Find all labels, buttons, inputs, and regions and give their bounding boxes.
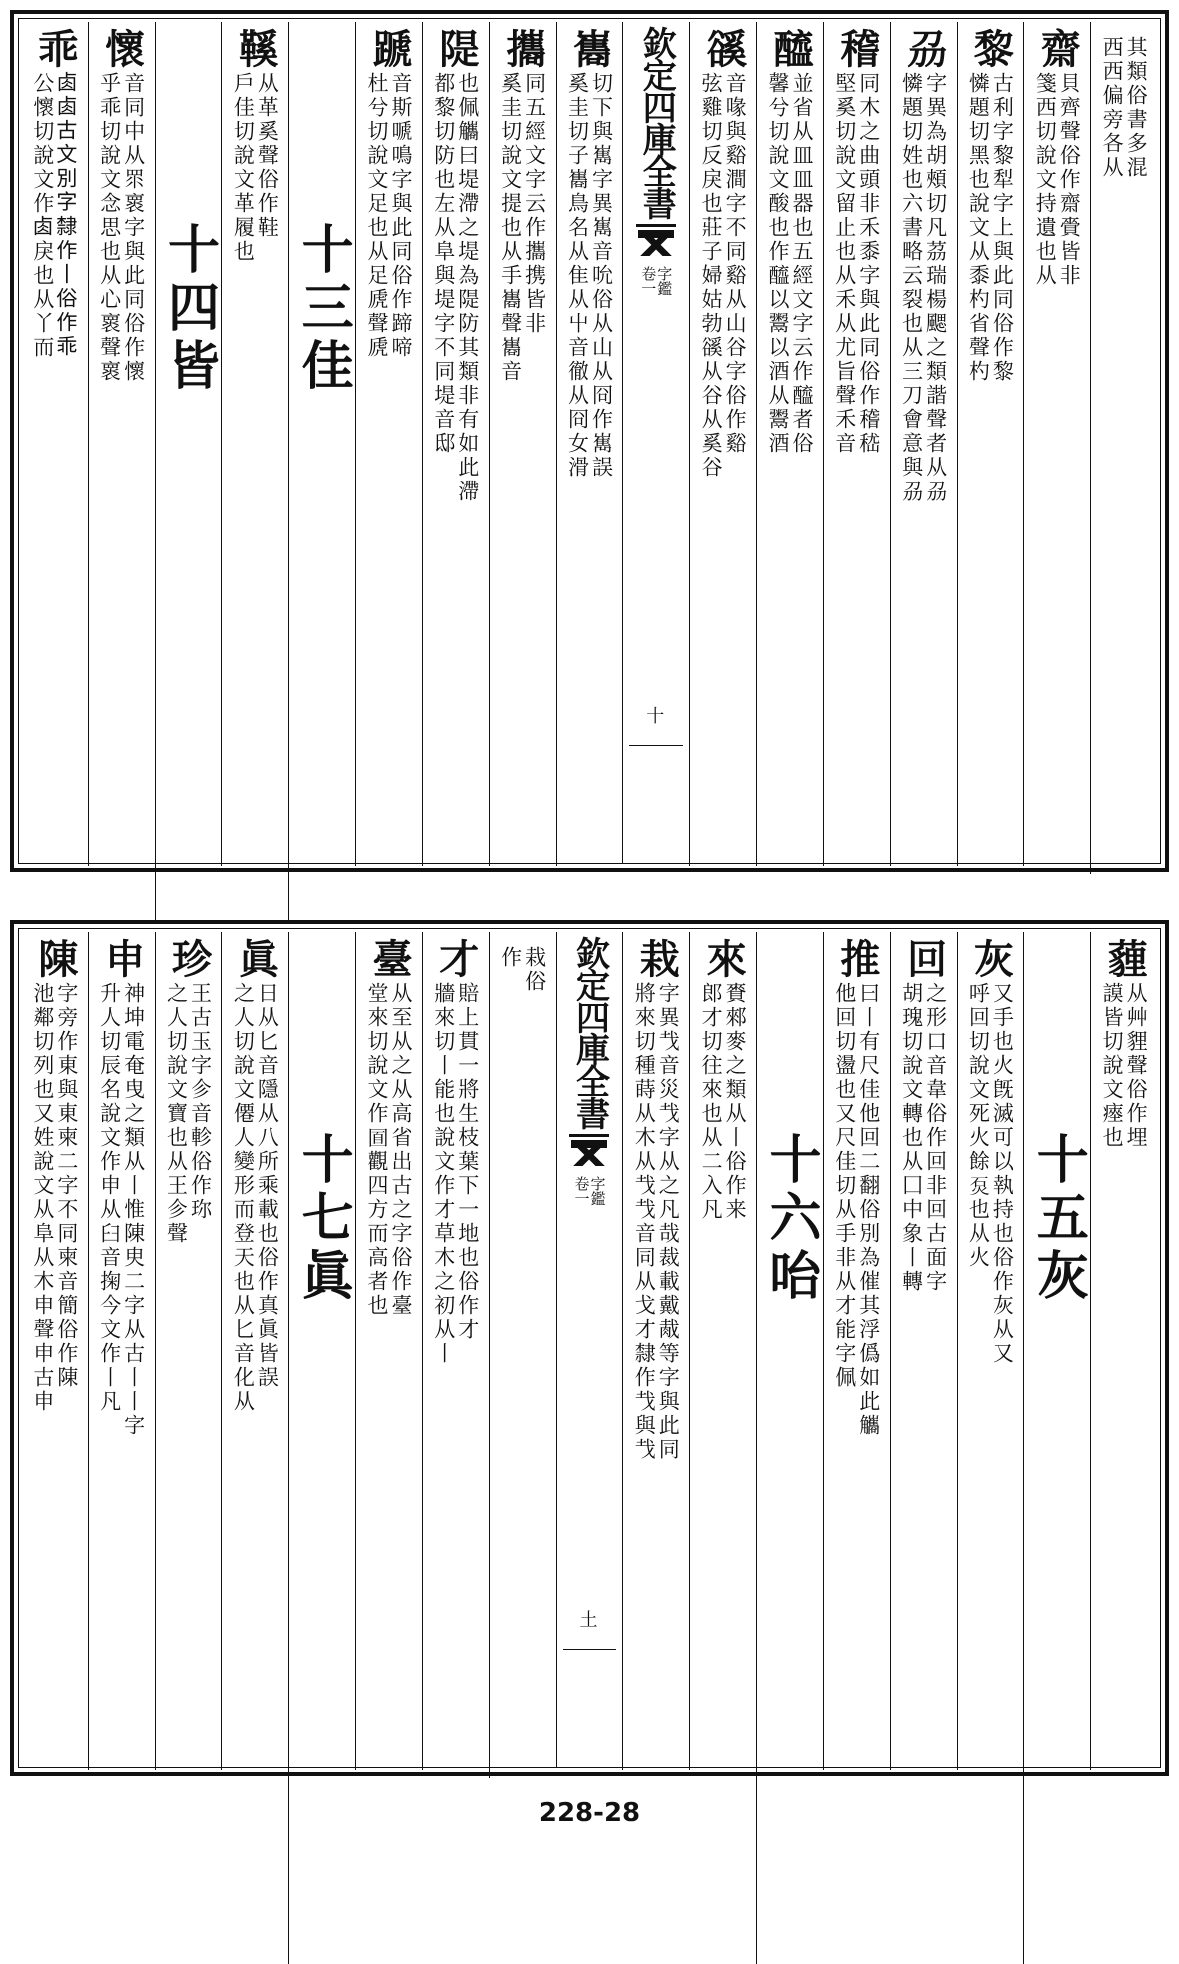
annotation-line: 憐題切姓也六書略云裂也从三刀會意與刕 <box>899 72 924 504</box>
annotation-line: 作 <box>498 946 523 970</box>
annotation-line: 郎才切往來也从二入凡 <box>699 982 724 1222</box>
entry-headword: 珍 <box>165 938 213 978</box>
text-column <box>689 932 756 1770</box>
entry-headword: 薶 <box>1101 938 1149 978</box>
annotation-line: 升人切辰名說文作申从臼音掬今文作丨凡 <box>97 982 122 1414</box>
annotation-line: 从革奚聲俗作鞋 <box>255 72 280 240</box>
entry-headword: 懷 <box>98 28 146 68</box>
annotation-line: 曰丨有尺佳他回二翻俗別為催其浮僞如此觿 <box>856 982 881 1438</box>
annotation-line: 之人切說文僊人變形而登天也从匕音化从 <box>231 982 256 1414</box>
entry-headword: 刕 <box>900 28 948 68</box>
section-label-part: 卷一 <box>639 266 658 296</box>
annotation <box>232 982 278 1414</box>
annotation-line: 同木之曲頭非禾黍字與此同俗作稽嵇 <box>856 72 881 456</box>
fishtail-ornament-icon <box>567 1134 611 1168</box>
text-column <box>957 22 1024 866</box>
section-label-part: 字鑑 <box>588 1176 607 1206</box>
annotation-line: 呼回切說文死火餘𤇈也从火 <box>966 982 991 1270</box>
annotation-line: 弦雞切反戾也莊子婦姑勃豀从谷从奚谷 <box>699 72 724 480</box>
text-column <box>823 932 890 1770</box>
annotation-line: 馨兮切說文酸也作醯以鬻以酒从鬻酒 <box>765 72 790 456</box>
text-column <box>1023 22 1090 866</box>
annotation-line: 音喙與谿澗字不同谿从山谷字俗作谿 <box>723 72 748 456</box>
band-divider <box>629 745 683 747</box>
annotation-line: 賠上貫一將生枝葉下一地也俗作才 <box>455 982 480 1342</box>
rhyme-heading: 十三佳 <box>292 222 354 396</box>
text-column <box>155 932 222 1770</box>
annotation-line: 字異為胡頰切凡茘瑞楊颸之類諧聲者从刕 <box>923 72 948 504</box>
annotation-line: 並省从皿皿器也五經文字云作醯者俗 <box>789 72 814 456</box>
fishtail-ornament-icon <box>634 224 678 258</box>
rhyme-heading: 十五灰 <box>1027 1132 1089 1306</box>
rhyme-heading: 十六咍 <box>759 1132 821 1306</box>
annotation <box>700 982 746 1222</box>
text-column <box>88 932 155 1770</box>
entry-headword: 蹏 <box>365 28 413 68</box>
text-column <box>689 22 756 866</box>
text-column <box>88 22 155 866</box>
annotation-line: 之人切說文寶也从王㐱聲 <box>164 982 189 1246</box>
annotation-line: 胡瑰切說文轉也从囗中象丨轉 <box>899 982 924 1294</box>
text-column <box>221 22 288 866</box>
entry-headword: 攜 <box>499 28 547 68</box>
folio-number: 土 <box>576 1610 598 1628</box>
annotation-line: 他回切盪也又尺佳切从手非从才能字佩 <box>832 982 857 1390</box>
annotation <box>967 72 1013 384</box>
entry-headword: 眞 <box>232 938 280 978</box>
text-column <box>1090 22 1157 874</box>
entry-headword: 回 <box>900 938 948 978</box>
annotation <box>1034 72 1080 288</box>
annotation-line: 將來切種蒔从木从𢦏𢦏音同从戈才隸作𢦏與𢦏 <box>632 982 657 1462</box>
annotation <box>700 72 746 480</box>
entry-headword: 隄 <box>432 28 480 68</box>
text-column <box>890 932 957 1770</box>
page-number: 228-28 <box>538 1798 641 1828</box>
entry-headword: 齋 <box>1034 28 1082 68</box>
annotation-line: 字異𢦏音災𢦏字从之凡哉裁載戴胾等字與此同 <box>656 982 681 1462</box>
entry-headword: 醯 <box>766 28 814 68</box>
annotation-line: 之形口音韋俗作回非回古面字 <box>923 982 948 1294</box>
annotation <box>165 982 211 1246</box>
annotation-line: 池鄰切列也又姓說文从阜从木申聲申古申 <box>30 982 55 1414</box>
annotation-line: 堂來切說文作𡇢觀四方而高者也 <box>364 982 389 1318</box>
rhyme-heading-column <box>288 22 355 1060</box>
annotation-line: 乎乖切說文念思也从心褱聲褱 <box>97 72 122 384</box>
annotation <box>901 72 947 504</box>
entry-headword: 豀 <box>700 28 748 68</box>
annotation-line: 从至从之从高省出古之字俗作臺 <box>388 982 413 1318</box>
annotation-line: 西西偏旁各从 <box>1100 36 1125 180</box>
book-title: 欽定四庫全書 <box>636 26 677 218</box>
text-column <box>355 22 422 866</box>
entry-headword: 推 <box>833 938 881 978</box>
annotation <box>366 72 412 360</box>
annotation <box>767 72 813 456</box>
annotation-line: 戶佳切說文革履也 <box>231 72 256 264</box>
annotation-line: 箋西切說文持遺也从 <box>1033 72 1058 288</box>
annotation-line: 神坤電奄曳之類从丨惟陳㬰二字从古丨丨字 <box>121 982 146 1438</box>
entry-headword: 來 <box>700 938 748 978</box>
annotation-line: 貝齊聲俗作齋賫皆非 <box>1057 72 1082 288</box>
annotation-line: 奚圭切說文提也从手巂聲巂音 <box>498 72 523 384</box>
rhyme-heading-column <box>155 22 222 1060</box>
annotation-line: 𠧪𠧪古文別字隸作丨俗作乖 <box>54 72 79 360</box>
annotation-line: 从艸貍聲俗作埋 <box>1124 982 1149 1150</box>
text-column <box>422 932 489 1770</box>
entry-headword: 陳 <box>31 938 79 978</box>
book-title: 欽定四庫全書 <box>569 936 610 1128</box>
annotation-line: 栽俗 <box>522 946 547 994</box>
band-divider <box>563 1649 617 1651</box>
annotation-line: 音同中从眔褱字與此同俗作懷 <box>121 72 146 384</box>
annotation-line: 公懷切說文作𠧪戾也从丫而 <box>30 72 55 360</box>
entry-headword: 栽 <box>633 938 681 978</box>
annotation-line: 古利字黎犁字上與此同俗作黎 <box>990 72 1015 384</box>
text-column <box>1090 932 1157 1770</box>
annotation-line: 賚郲麥之類从丨俗作来 <box>723 982 748 1222</box>
entry-headword: 乖 <box>31 28 79 68</box>
annotation <box>500 72 546 384</box>
text-column <box>221 932 288 1770</box>
annotation-line: 都黎切防也左从阜與堤字不同堤音邸 <box>431 72 456 456</box>
book-title-band <box>622 22 689 864</box>
section-label <box>640 266 672 296</box>
annotation <box>1101 982 1147 1150</box>
annotation <box>232 72 278 264</box>
annotation <box>967 982 1013 1366</box>
annotation-line: 憐題切黑也說文从黍杓省聲杓 <box>966 72 991 384</box>
text-column <box>489 932 556 1778</box>
annotation <box>433 982 479 1366</box>
annotation <box>366 982 412 1318</box>
annotation-line: 奚圭切子巂鳥名从隹从屮音徹从冏女滑 <box>565 72 590 480</box>
text-column <box>756 22 823 866</box>
section-label <box>573 1176 605 1206</box>
annotation-line: 謨皆切說文瘞也 <box>1100 982 1125 1150</box>
annotation-line: 字旁作東與東柬二字不同柬音簡俗作陳 <box>54 982 79 1390</box>
text-column <box>957 932 1024 1770</box>
text-column <box>890 22 957 866</box>
top-page-frame <box>10 10 1169 872</box>
annotation <box>32 72 78 360</box>
entry-headword: 申 <box>98 938 146 978</box>
entry-headword: 黎 <box>967 28 1015 68</box>
annotation <box>99 72 145 384</box>
rhyme-heading: 十四皆 <box>158 222 220 396</box>
text-column <box>22 932 88 1770</box>
bottom-page-frame <box>10 920 1169 1776</box>
annotation <box>99 982 145 1438</box>
annotation-line: 音斯嗁鳴字與此同俗作蹄啼 <box>388 72 413 360</box>
annotation <box>433 72 479 504</box>
annotation-line: 其類俗書多混 <box>1124 36 1149 180</box>
top-columns <box>22 22 1157 860</box>
annotation-line: 切下與嶲字異嶲音吮俗从山从冏作嶲誤 <box>589 72 614 480</box>
annotation-line: 杜兮切說文足也从足虒聲虒 <box>364 72 389 360</box>
bottom-columns <box>22 932 1157 1764</box>
entry-headword: 巂 <box>566 28 614 68</box>
entry-headword: 鞵 <box>232 28 280 68</box>
book-title-band <box>556 932 623 1768</box>
text-column <box>22 22 88 866</box>
annotation-line: 日从匕音隱从八所乘載也俗作真眞皆誤 <box>255 982 280 1390</box>
annotation-line: 堅奚切說文留止也从禾从尤旨聲禾音 <box>832 72 857 456</box>
annotation <box>834 982 880 1438</box>
section-label-part: 卷一 <box>572 1176 591 1206</box>
rhyme-heading: 十七眞 <box>292 1132 354 1306</box>
annotation-line: 王古玉字㐱音軫俗作珎 <box>188 982 213 1222</box>
annotation <box>32 982 78 1414</box>
entry-headword: 稽 <box>833 28 881 68</box>
annotation <box>633 982 679 1462</box>
annotation <box>834 72 880 456</box>
annotation-line: 牆來切丨能也說文作才草木之初从丨 <box>431 982 456 1366</box>
text-column <box>556 22 623 866</box>
text-column <box>622 932 689 1770</box>
annotation-line: 又手也火旣滅可以執持也俗作灰从又 <box>990 982 1015 1366</box>
text-column <box>489 22 556 866</box>
entry-headword: 灰 <box>967 938 1015 978</box>
annotation <box>566 72 612 480</box>
section-label-part: 字鑑 <box>655 266 674 296</box>
annotation-line: 同五經文字云作攜携皆非 <box>522 72 547 336</box>
text-column <box>355 932 422 1770</box>
text-column <box>823 22 890 866</box>
folio-number: 十 <box>643 706 665 724</box>
annotation-line: 也佩觿曰堤滯之堤為隄防其類非有如此滯 <box>455 72 480 504</box>
annotation <box>901 982 947 1294</box>
entry-headword: 才 <box>432 938 480 978</box>
entry-headword: 臺 <box>365 938 413 978</box>
text-column <box>422 22 489 866</box>
